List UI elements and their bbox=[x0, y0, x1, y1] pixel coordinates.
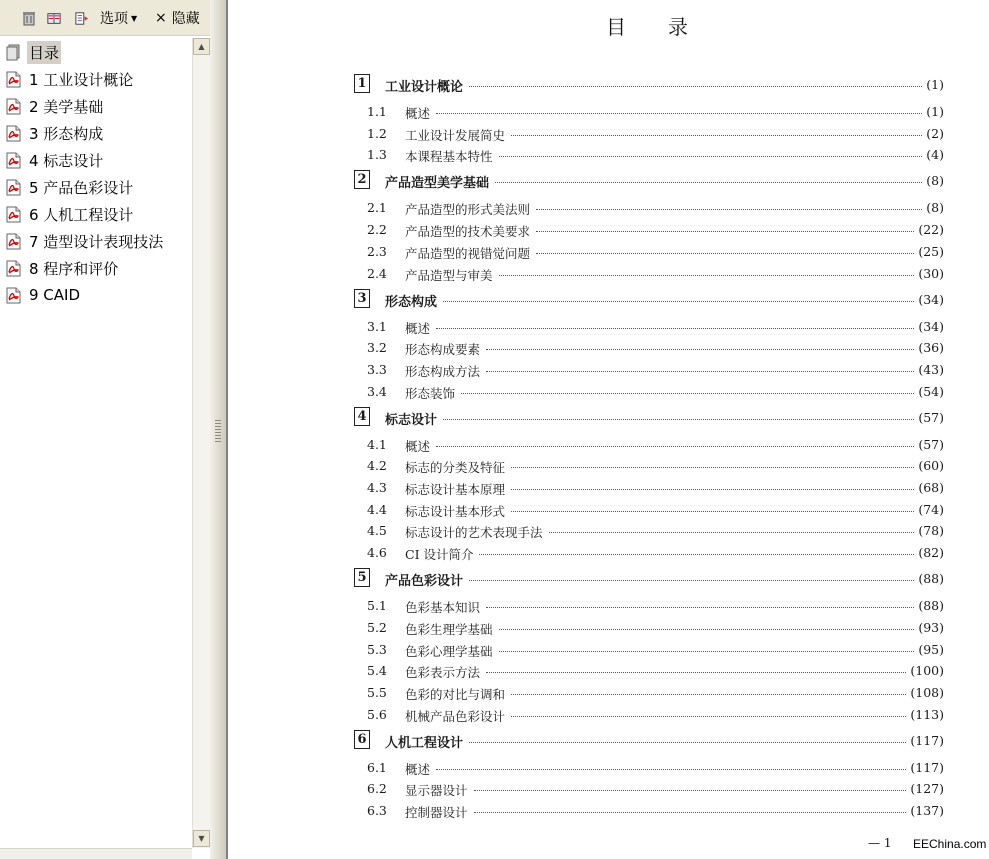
section-number: 2.1 bbox=[367, 200, 387, 215]
toc-section-row[interactable] bbox=[354, 639, 944, 659]
bookmark-item[interactable] bbox=[6, 284, 82, 306]
chapter-title: 形态构成 bbox=[385, 295, 438, 310]
section-title: 色彩心理学基础 bbox=[405, 644, 493, 659]
section-number: 4.6 bbox=[367, 545, 387, 560]
dot-leader bbox=[436, 328, 914, 329]
page-ref: (30) bbox=[918, 266, 944, 281]
section-number: 1.1 bbox=[367, 104, 387, 119]
toc-section-row[interactable] bbox=[354, 617, 944, 637]
toc-section-row[interactable] bbox=[354, 316, 944, 336]
section-number: 3.1 bbox=[367, 319, 387, 334]
section-title: 形态装饰 bbox=[405, 386, 456, 401]
delete-bookmark-button[interactable] bbox=[22, 9, 36, 27]
bookmarks-toolbar bbox=[0, 0, 214, 36]
section-title: 工业设计发展简史 bbox=[405, 128, 506, 143]
close-icon: × bbox=[155, 10, 167, 26]
page-ref: (74) bbox=[918, 502, 944, 517]
page-ref: (82) bbox=[918, 545, 944, 560]
dot-leader bbox=[474, 790, 906, 791]
dot-leader bbox=[469, 742, 906, 743]
dot-leader bbox=[511, 694, 906, 695]
page-title: 目录 bbox=[606, 15, 730, 39]
dot-leader bbox=[511, 716, 906, 717]
section-title: 标志设计的艺术表现手法 bbox=[405, 525, 543, 540]
bookmark-label: 目录 bbox=[27, 41, 61, 64]
section-number: 4.1 bbox=[367, 437, 387, 452]
section-number: 1.3 bbox=[367, 147, 387, 162]
bookmark-label: 7 造型设计表现技法 bbox=[29, 232, 164, 251]
toc-chapter-row[interactable] bbox=[354, 407, 944, 427]
toc-section-row[interactable] bbox=[354, 381, 944, 401]
dot-leader bbox=[436, 769, 906, 770]
section-number: 5.5 bbox=[367, 685, 387, 700]
page-ref: (117) bbox=[910, 733, 944, 748]
toc-section-row[interactable] bbox=[354, 263, 944, 283]
chapter-number: 1 bbox=[354, 74, 370, 93]
dot-leader bbox=[486, 349, 914, 350]
hide-label: 隐藏 bbox=[171, 11, 200, 27]
page-ref: (34) bbox=[918, 319, 944, 334]
toc-section-row[interactable] bbox=[354, 337, 944, 357]
toc-section-row[interactable] bbox=[354, 241, 944, 261]
section-title: 标志设计基本原理 bbox=[405, 482, 506, 497]
dot-leader bbox=[486, 607, 914, 608]
bookmarks-horizontal-scrollbar[interactable] bbox=[0, 848, 192, 859]
section-number: 4.5 bbox=[367, 523, 387, 538]
dot-leader bbox=[536, 253, 914, 254]
chapter-title: 产品造型美学基础 bbox=[385, 176, 490, 191]
section-title: 产品造型的技术美要求 bbox=[405, 224, 531, 239]
pdf-icon bbox=[6, 98, 21, 115]
expand-bookmark-button[interactable] bbox=[75, 9, 89, 27]
section-number: 3.4 bbox=[367, 384, 387, 399]
dot-leader bbox=[486, 672, 906, 673]
toc-chapter-row[interactable] bbox=[354, 289, 944, 309]
section-title: 概述 bbox=[405, 439, 431, 454]
section-number: 5.3 bbox=[367, 642, 387, 657]
toc-section-row[interactable] bbox=[354, 477, 944, 497]
page-ref: (95) bbox=[918, 642, 944, 657]
toc-section-row[interactable] bbox=[354, 101, 944, 121]
book-icon bbox=[47, 11, 61, 26]
page-ref: (8) bbox=[926, 173, 944, 188]
page-ref: (34) bbox=[918, 292, 944, 307]
options-label: 选项 bbox=[100, 11, 128, 27]
bookmark-item[interactable] bbox=[6, 149, 105, 171]
bookmark-label: 4 标志设计 bbox=[29, 151, 104, 170]
section-title: 色彩的对比与调和 bbox=[405, 687, 506, 702]
bookmark-label: 3 形态构成 bbox=[29, 124, 104, 143]
pdf-icon bbox=[6, 260, 21, 277]
toc-section-row[interactable] bbox=[354, 595, 944, 615]
page-ref: (36) bbox=[918, 340, 944, 355]
page-ref: (4) bbox=[926, 147, 944, 162]
section-number: 2.3 bbox=[367, 244, 387, 259]
page-ref: (57) bbox=[918, 437, 944, 452]
chapter-title: 产品色彩设计 bbox=[385, 574, 464, 589]
page-ref: (127) bbox=[910, 781, 944, 796]
bookmark-item[interactable] bbox=[6, 68, 135, 90]
toc-section-row[interactable] bbox=[354, 520, 944, 540]
dot-leader bbox=[499, 651, 914, 652]
pdf-icon bbox=[6, 233, 21, 250]
section-title: 概述 bbox=[405, 106, 431, 121]
page-ref: (108) bbox=[910, 685, 944, 700]
bookmark-item[interactable] bbox=[6, 176, 135, 198]
chapter-number: 4 bbox=[354, 407, 370, 426]
section-title: 概述 bbox=[405, 321, 431, 336]
bookmark-label: 2 美学基础 bbox=[29, 97, 104, 116]
section-title: 色彩表示方法 bbox=[405, 665, 481, 680]
new-bookmark-button[interactable] bbox=[47, 9, 61, 27]
page-ref: (68) bbox=[918, 480, 944, 495]
dot-leader bbox=[469, 86, 922, 87]
chapter-title: 人机工程设计 bbox=[385, 736, 464, 751]
pdf-icon bbox=[6, 125, 21, 142]
bookmark-label: 5 产品色彩设计 bbox=[29, 178, 134, 197]
section-number: 4.4 bbox=[367, 502, 387, 517]
toc-section-row[interactable] bbox=[354, 499, 944, 519]
bookmarks-pane bbox=[0, 0, 214, 859]
dot-leader bbox=[511, 511, 914, 512]
page-ref: (2) bbox=[926, 126, 944, 141]
section-title: 色彩基本知识 bbox=[405, 600, 481, 615]
section-title: 机械产品色彩设计 bbox=[405, 709, 506, 724]
section-title: 标志的分类及特征 bbox=[405, 460, 506, 475]
section-title: 标志设计基本形式 bbox=[405, 504, 506, 519]
toc-section-row[interactable] bbox=[354, 359, 944, 379]
pdf-icon bbox=[6, 71, 21, 88]
chapter-title: 标志设计 bbox=[385, 413, 438, 428]
chapter-number: 5 bbox=[354, 568, 370, 587]
section-number: 1.2 bbox=[367, 126, 387, 141]
dot-leader bbox=[511, 135, 922, 136]
dot-leader bbox=[486, 371, 914, 372]
dot-leader bbox=[549, 532, 914, 533]
pdf-icon bbox=[6, 287, 21, 304]
page-ref: (25) bbox=[918, 244, 944, 259]
dot-leader bbox=[469, 580, 914, 581]
page-ref: (137) bbox=[910, 803, 944, 818]
dot-leader bbox=[443, 301, 914, 302]
section-title: 控制器设计 bbox=[405, 805, 468, 820]
dot-leader bbox=[499, 629, 914, 630]
hide-pane-button[interactable] bbox=[155, 9, 200, 27]
toc-chapter-row[interactable] bbox=[354, 74, 944, 94]
bookmark-item[interactable] bbox=[6, 95, 105, 117]
dot-leader bbox=[474, 812, 906, 813]
toc-section-row[interactable] bbox=[354, 434, 944, 454]
page-ref: (22) bbox=[918, 222, 944, 237]
section-title: 本课程基本特性 bbox=[405, 149, 493, 164]
options-menu[interactable] bbox=[100, 9, 137, 27]
dropdown-arrow-icon: ▼ bbox=[131, 13, 138, 23]
section-title: 产品造型的形式美法则 bbox=[405, 202, 531, 217]
toc-section-row[interactable] bbox=[354, 219, 944, 239]
dot-leader bbox=[499, 275, 914, 276]
watermark: EEChina.com bbox=[913, 837, 987, 851]
scroll-up-button[interactable]: ▲ bbox=[193, 38, 210, 55]
section-number: 4.3 bbox=[367, 480, 387, 495]
section-number: 6.3 bbox=[367, 803, 387, 818]
pdf-icon bbox=[6, 179, 21, 196]
section-title: 色彩生理学基础 bbox=[405, 622, 493, 637]
bookmark-item[interactable] bbox=[6, 257, 120, 279]
page-ref: (117) bbox=[910, 760, 944, 775]
trash-icon bbox=[22, 11, 36, 26]
page-ref: (78) bbox=[918, 523, 944, 538]
bookmark-label: 6 人机工程设计 bbox=[29, 205, 134, 224]
toc-chapter-row[interactable] bbox=[354, 568, 944, 588]
toc-section-row[interactable] bbox=[354, 778, 944, 798]
page-ref: (1) bbox=[926, 77, 944, 92]
bookmark-item[interactable] bbox=[6, 203, 135, 225]
document-page bbox=[228, 0, 989, 859]
section-number: 3.3 bbox=[367, 362, 387, 377]
page-ref: (88) bbox=[918, 571, 944, 586]
section-title: 形态构成要素 bbox=[405, 342, 481, 357]
section-title: 产品造型的视错觉问题 bbox=[405, 246, 531, 261]
dot-leader bbox=[443, 419, 914, 420]
bookmark-item[interactable] bbox=[6, 230, 165, 252]
chapter-number: 2 bbox=[354, 170, 370, 189]
section-number: 5.2 bbox=[367, 620, 387, 635]
toc-section-row[interactable] bbox=[354, 757, 944, 777]
chapter-title: 工业设计概论 bbox=[385, 80, 464, 95]
dot-leader bbox=[436, 113, 922, 114]
page-ref: (54) bbox=[918, 384, 944, 399]
chapter-number: 3 bbox=[354, 289, 370, 308]
pdf-icon bbox=[6, 152, 21, 169]
section-number: 5.6 bbox=[367, 707, 387, 722]
section-number: 5.1 bbox=[367, 598, 387, 613]
section-title: 显示器设计 bbox=[405, 783, 468, 798]
splitter-grip[interactable] bbox=[215, 420, 221, 444]
toc-section-row[interactable] bbox=[354, 660, 944, 680]
page-arrow-icon bbox=[75, 11, 89, 26]
dot-leader bbox=[436, 446, 914, 447]
page-ref: (57) bbox=[918, 410, 944, 425]
page-ref: (113) bbox=[910, 707, 944, 722]
page-ref: (93) bbox=[918, 620, 944, 635]
bookmark-item[interactable] bbox=[6, 122, 105, 144]
page-ref: (60) bbox=[918, 458, 944, 473]
page-icon bbox=[6, 44, 21, 61]
toc-section-row[interactable] bbox=[354, 682, 944, 702]
section-number: 3.2 bbox=[367, 340, 387, 355]
section-title: CI 设计简介 bbox=[405, 547, 474, 562]
pdf-icon bbox=[6, 206, 21, 223]
dot-leader bbox=[511, 467, 914, 468]
bookmarks-vertical-scrollbar[interactable] bbox=[192, 38, 210, 848]
bookmark-list bbox=[0, 38, 192, 848]
bookmark-label: 8 程序和评价 bbox=[29, 259, 119, 278]
toc-section-row[interactable] bbox=[354, 704, 944, 724]
dot-leader bbox=[499, 156, 922, 157]
page-ref: (8) bbox=[926, 200, 944, 215]
dot-leader bbox=[479, 554, 914, 555]
toc-section-row[interactable] bbox=[354, 197, 944, 217]
toc-section-row[interactable] bbox=[354, 144, 944, 164]
toc-section-row[interactable] bbox=[354, 455, 944, 475]
toc-chapter-row[interactable] bbox=[354, 170, 944, 190]
section-number: 2.2 bbox=[367, 222, 387, 237]
section-number: 5.4 bbox=[367, 663, 387, 678]
page-ref: (43) bbox=[918, 362, 944, 377]
dot-leader bbox=[461, 393, 914, 394]
chapter-number: 6 bbox=[354, 730, 370, 749]
toc-chapter-row[interactable] bbox=[354, 730, 944, 750]
section-number: 6.2 bbox=[367, 781, 387, 796]
toc-section-row[interactable] bbox=[354, 800, 944, 820]
page-ref: (1) bbox=[926, 104, 944, 119]
page-ref: (88) bbox=[918, 598, 944, 613]
toc-section-row[interactable] bbox=[354, 542, 944, 562]
toc-section-row[interactable] bbox=[354, 123, 944, 143]
dot-leader bbox=[536, 209, 922, 210]
page-number: — 1 bbox=[868, 836, 892, 850]
section-title: 概述 bbox=[405, 762, 431, 777]
section-number: 2.4 bbox=[367, 266, 387, 281]
section-title: 形态构成方法 bbox=[405, 364, 481, 379]
section-title: 产品造型与审美 bbox=[405, 268, 493, 283]
page-ref: (100) bbox=[910, 663, 944, 678]
dot-leader bbox=[511, 489, 914, 490]
section-number: 6.1 bbox=[367, 760, 387, 775]
section-number: 4.2 bbox=[367, 458, 387, 473]
scroll-down-button[interactable]: ▼ bbox=[193, 830, 210, 847]
dot-leader bbox=[536, 231, 914, 232]
bookmark-label: 9 CAID bbox=[29, 286, 81, 304]
dot-leader bbox=[495, 182, 922, 183]
bookmark-item[interactable] bbox=[6, 41, 61, 63]
bookmark-label: 1 工业设计概论 bbox=[29, 70, 134, 89]
